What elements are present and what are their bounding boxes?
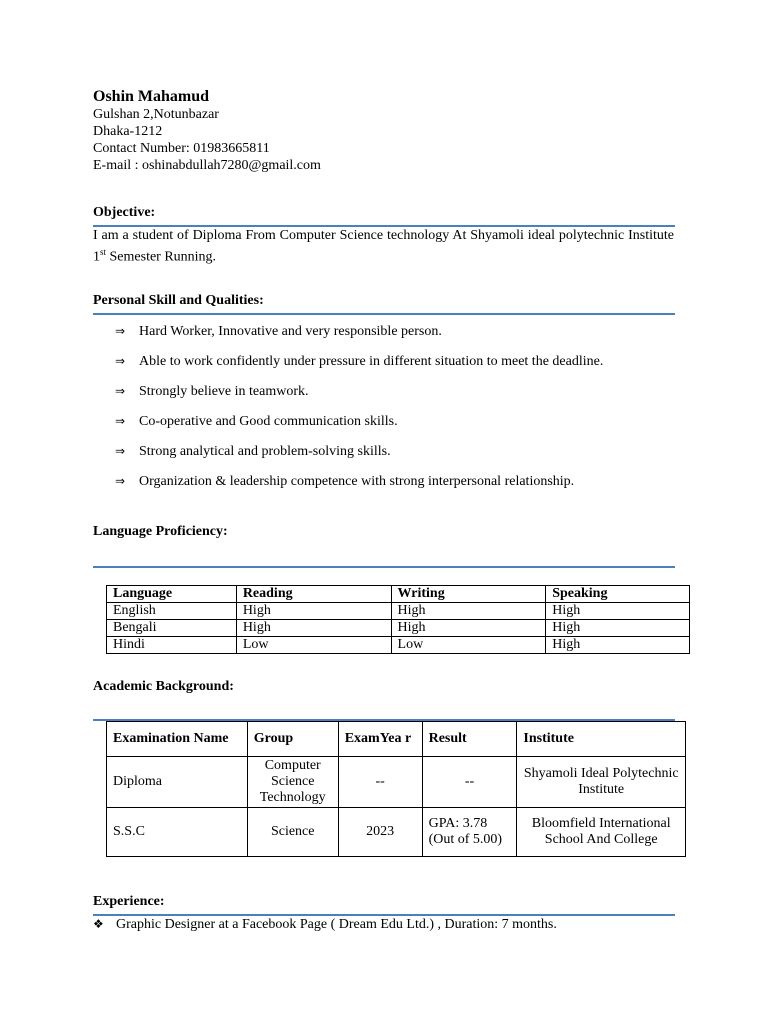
- table-cell: High: [391, 620, 546, 637]
- skills-heading: Personal Skill and Qualities:: [93, 293, 264, 308]
- experience-heading: Experience:: [93, 894, 165, 909]
- language-divider: [93, 566, 675, 568]
- objective-text: I am a student of Diploma From Computer Science technology At Shyamoli ideal polytechnic Institute 1st Semester Running.: [93, 228, 674, 265]
- table-cell: Low: [236, 637, 391, 654]
- double-arrow-icon: ⇒: [115, 384, 126, 398]
- table-cell: High: [546, 637, 690, 654]
- academic-heading: Academic Background:: [93, 679, 234, 694]
- column-header: Language: [107, 586, 237, 603]
- table-cell: Bloomfield International School And College: [517, 808, 686, 857]
- double-arrow-icon: ⇒: [115, 414, 126, 428]
- double-arrow-icon: ⇒: [115, 324, 126, 338]
- table-cell: High: [546, 620, 690, 637]
- language-heading: Language Proficiency:: [93, 524, 228, 539]
- table-cell: Shyamoli Ideal Polytechnic Institute: [517, 757, 686, 808]
- double-arrow-icon: ⇒: [115, 474, 126, 488]
- experience-divider: [93, 914, 675, 916]
- table-cell: High: [546, 603, 690, 620]
- column-header: ExamYea r: [338, 722, 422, 757]
- double-arrow-icon: ⇒: [115, 354, 126, 368]
- list-item: ⇒ Strong analytical and problem-solving skills.: [115, 444, 391, 459]
- language-table: [106, 585, 690, 654]
- table-cell: Diploma: [107, 757, 248, 808]
- table-cell: --: [422, 757, 517, 808]
- applicant-name: Oshin Mahamud: [93, 88, 210, 105]
- column-header: Examination Name: [107, 722, 248, 757]
- table-row: [107, 620, 690, 637]
- skills-divider: [93, 313, 675, 315]
- table-cell: High: [391, 603, 546, 620]
- table-cell: GPA: 3.78 (Out of 5.00): [422, 808, 517, 857]
- table-cell: High: [236, 603, 391, 620]
- address-line-2: Dhaka-1212: [93, 124, 163, 139]
- table-cell: --: [338, 757, 422, 808]
- table-cell: S.S.C: [107, 808, 248, 857]
- email: E-mail : oshinabdullah7280@gmail.com: [93, 158, 321, 173]
- double-arrow-icon: ⇒: [115, 444, 126, 458]
- table-header-row: [107, 586, 690, 603]
- column-header: Result: [422, 722, 517, 757]
- objective-heading: Objective:: [93, 205, 156, 220]
- column-header: Speaking: [546, 586, 690, 603]
- table-cell: Hindi: [107, 637, 237, 654]
- list-item: ⇒ Able to work confidently under pressure in different situation to meet the deadline.: [115, 354, 604, 369]
- table-cell: Low: [391, 637, 546, 654]
- contact-number: Contact Number: 01983665811: [93, 141, 270, 156]
- table-cell: English: [107, 603, 237, 620]
- list-item: ⇒ Strongly believe in teamwork.: [115, 384, 309, 399]
- list-item: ⇒ Organization & leadership competence with strong interpersonal relationship.: [115, 474, 575, 489]
- skills-list: [115, 322, 603, 502]
- column-header: Institute: [517, 722, 686, 757]
- list-item: ❖ Graphic Designer at a Facebook Page ( Dream Edu Ltd.) , Duration: 7 months.: [93, 917, 557, 932]
- column-header: Writing: [391, 586, 546, 603]
- table-cell: High: [236, 620, 391, 637]
- list-item: ⇒ Co-operative and Good communication skills.: [115, 414, 398, 429]
- table-header-row: [107, 722, 686, 757]
- table-row: [107, 603, 690, 620]
- table-cell: 2023: [338, 808, 422, 857]
- table-row: [107, 757, 686, 808]
- column-header: Group: [247, 722, 338, 757]
- table-row: [107, 808, 686, 857]
- table-cell: Computer Science Technology: [247, 757, 338, 808]
- academic-table: [106, 721, 686, 857]
- diamond-bullet-icon: ❖: [93, 917, 104, 931]
- address-line-1: Gulshan 2,Notunbazar: [93, 107, 219, 122]
- table-cell: Science: [247, 808, 338, 857]
- table-cell: Bengali: [107, 620, 237, 637]
- column-header: Reading: [236, 586, 391, 603]
- list-item: ⇒ Hard Worker, Innovative and very responsible person.: [115, 324, 442, 339]
- table-row: [107, 637, 690, 654]
